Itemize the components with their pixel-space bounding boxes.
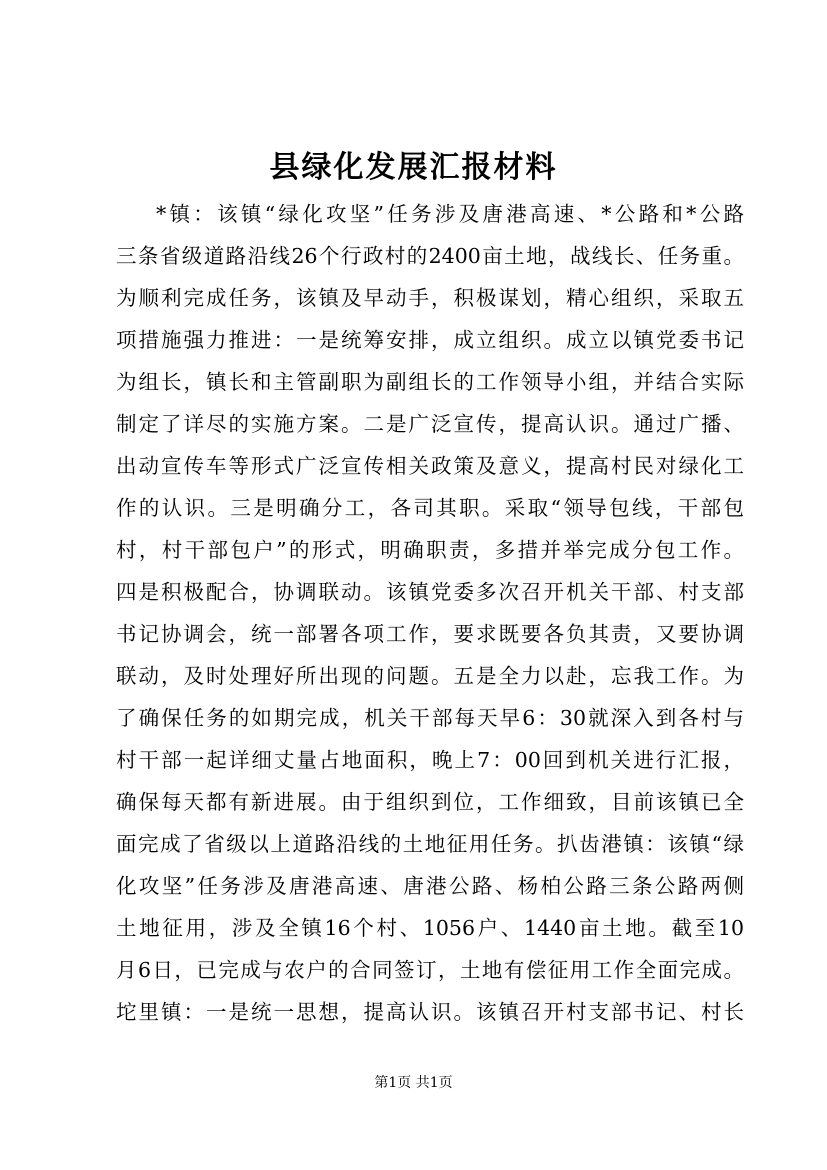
page-footer: 第1页 共1页 bbox=[374, 1075, 453, 1091]
body-line: 为顺利完成任务，该镇及早动手，积极谋划，精心组织，采取五 bbox=[116, 286, 744, 310]
body-line: 化攻坚”任务涉及唐港高速、唐港公路、杨柏公路三条公路两侧 bbox=[116, 874, 744, 898]
body-line: 村干部一起详细丈量占地面积，晚上7：00回到机关进行汇报， bbox=[116, 748, 744, 772]
body-line: 项措施强力推进：一是统筹安排，成立组织。成立以镇党委书记 bbox=[116, 328, 744, 352]
body-line: 坨里镇：一是统一思想，提高认识。该镇召开村支部书记、村长 bbox=[116, 1000, 744, 1024]
body-line: 面完成了省级以上道路沿线的土地征用任务。扒齿港镇：该镇“绿 bbox=[116, 832, 744, 856]
body-line: 月6日，已完成与农户的合同签订，土地有偿征用工作全面完成。 bbox=[116, 958, 744, 982]
body-line: 确保每天都有新进展。由于组织到位，工作细致，目前该镇已全 bbox=[116, 790, 744, 814]
body-line: *镇：该镇“绿化攻坚”任务涉及唐港高速、*公路和*公路 bbox=[156, 202, 744, 226]
body-line: 三条省级道路沿线26个行政村的2400亩土地，战线长、任务重。 bbox=[116, 244, 744, 268]
body-line: 了确保任务的如期完成，机关干部每天早6：30就深入到各村与 bbox=[116, 706, 744, 730]
body-line: 四是积极配合，协调联动。该镇党委多次召开机关干部、村支部 bbox=[116, 580, 744, 604]
body-line: 村，村干部包户”的形式，明确职责，多措并举完成分包工作。 bbox=[116, 538, 744, 562]
body-line: 出动宣传车等形式广泛宣传相关政策及意义，提高村民对绿化工 bbox=[116, 454, 744, 478]
body-line: 制定了详尽的实施方案。二是广泛宣传，提高认识。通过广播、 bbox=[116, 412, 744, 436]
body-line: 书记协调会，统一部署各项工作，要求既要各负其责，又要协调 bbox=[116, 622, 744, 646]
body-line: 土地征用，涉及全镇16个村、1056户、1440亩土地。截至10 bbox=[116, 916, 744, 940]
body-line: 为组长，镇长和主管副职为副组长的工作领导小组，并结合实际 bbox=[116, 370, 744, 394]
document-title: 县绿化发展汇报材料 bbox=[269, 150, 558, 185]
body-line: 联动，及时处理好所出现的问题。五是全力以赴，忘我工作。为 bbox=[116, 664, 744, 688]
body-line: 作的认识。三是明确分工，各司其职。采取“领导包线，干部包 bbox=[116, 496, 744, 520]
